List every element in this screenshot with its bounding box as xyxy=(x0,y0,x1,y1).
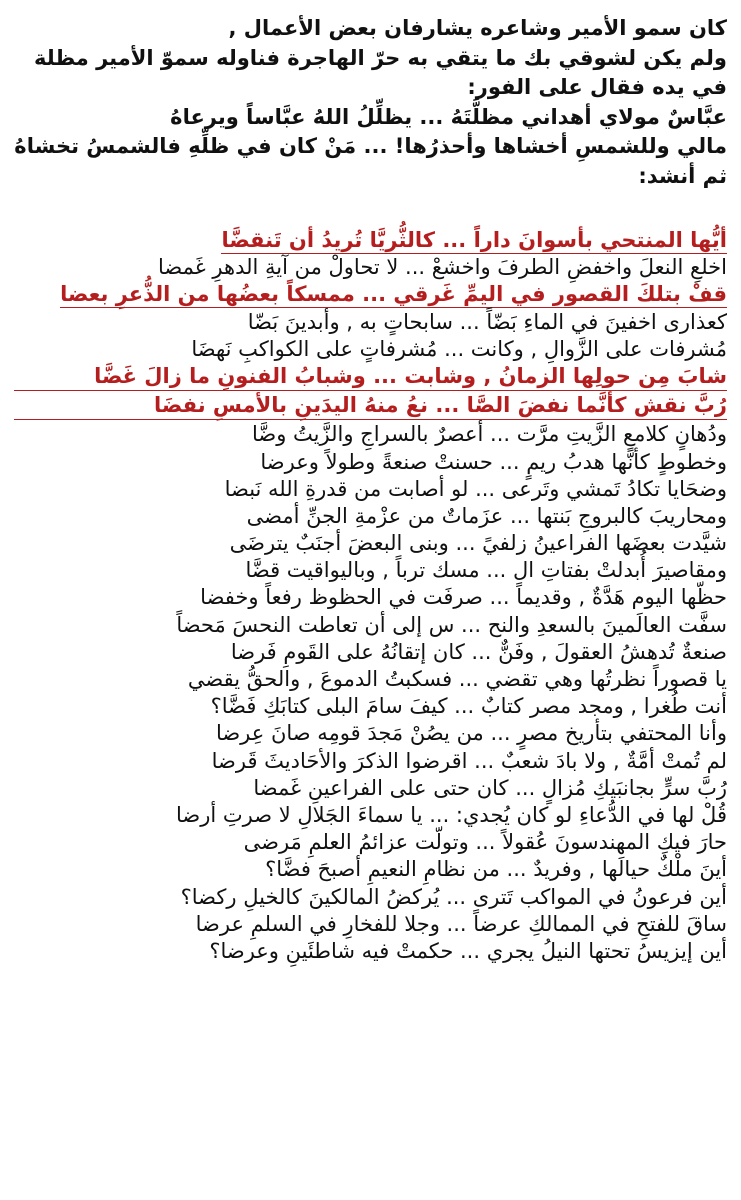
poem-verse: لم تُمتْ أمَّةٌ , ولا بادَ شعبٌ ... اقرضوا الذكرَ والأحَاديثَ قَرضا xyxy=(211,748,727,773)
poem-verse: ومحاريبَ كالبروجِ بَنتها ... عزَماتٌ من عزْمةِ الجنِّ أمضى xyxy=(246,503,727,528)
intro-line: كان سمو الأمير وشاعره يشارفان بعض الأعمال , xyxy=(228,16,727,40)
poem-verse-highlighted xyxy=(14,227,727,254)
poem-verse: وأنا المحتفي بتأريخ مصرٍ ... من يصُنْ مَجدَ قومِه صانَ عِرضا xyxy=(215,721,727,746)
poem-verse: قُلْ لها في الدُّعاءِ لو كان يُجدي: ... يا سماءَ الجَلالِ لا صرتِ أرضا xyxy=(175,802,727,827)
poem-verse: ومقاصيرَ أُبدلتْ بفتاتِ ال ... مسك ترباً , وباليواقيت قضَّا xyxy=(245,558,727,583)
poem-verse-highlighted xyxy=(14,392,727,421)
poem-verse: وضحَايا تكادُ تَمشي وتَرعى ... لو أصابت من قدرةِ الله نَبضا xyxy=(224,476,727,501)
intro-line: ولم يكن لشوقي بك ما يتقي به حرّ الهاجرة فناوله سموّ الأمير مظلة xyxy=(34,45,727,70)
intro-section xyxy=(14,14,727,191)
section-spacer xyxy=(14,191,727,227)
verse-text: رُبَّ نقش كأنَّما نفضَ الصَّا ... نعُ منهُ اليدَينِ بالأمسِ نفضَا xyxy=(14,392,727,420)
verse-text: أيُّها المنتحي بأسوانَ داراً ... كالثُّريَّا تُريدُ أن تَنقضَّا xyxy=(221,228,727,252)
poem-verse: ساقَ للفتحِ في الممالكِ عرضاً ... وجلا للفخارِ في السلمِ عرضا xyxy=(195,911,727,936)
poem-verse: رُبَّ سرٍّ بجانبَيكِ مُزالٍ ... كان حتى على الفراعينِ غَمضا xyxy=(253,775,727,800)
poem-verse: صنعةٌ تُدهشُ العقولَ , وفَنٌّ ... كان إتقانُهُ على القَومِ فَرضا xyxy=(230,639,727,664)
poem-verse: أنت طُغرا , ومجد مصر كتابٌ ... كيفَ سامَ البلى كتابَكِ فَضَّا؟ xyxy=(210,694,727,719)
poem-verse: أين فرعونُ في المواكب تَترى ... يُركضُ المالكينَ كالخيلِ ركضا؟ xyxy=(180,884,727,909)
poem-verse: يا قصوراً نظرتُها وهي تقضي ... فسكبتُ الدموعَ , والحقُّ يقضي xyxy=(187,667,727,691)
verse-text: قفْ بتلكَ القصور في اليمِّ غَرقي ... ممسكاً بعضُها من الذُّعرِ بعضا xyxy=(60,282,727,307)
poem-verse: سفَّت العالَمينَ بالسعدِ والنح ... س إلى أن تعاطت النحسَ مَحضاً xyxy=(176,612,727,637)
poem-verse: اخلعِ النعلَ واخفضِ الطرفَ واخشعْ ... لا تحاولْ من آيةِ الدهرِ غَمضا xyxy=(158,255,727,280)
poem-verse: ودُهانٍ كلامعِ الزَّيتِ مرَّت ... أعصرٌ بالسراجِ والزَّيتُ وضَّا xyxy=(252,422,727,447)
poem-verse: حارَ فيكِ المهندسونَ عُقولاً ... وتولّت عزائمُ العلمِ مَرضى xyxy=(243,830,727,855)
intro-line: في يده فقال على الفور: xyxy=(467,75,727,99)
intro-verse-line: مالي وللشمسِ أخشاها وأحذرُها! ... مَنْ كان في ظلِّهِ فالشمسُ تخشاهُ xyxy=(14,134,727,158)
poem-verse: أينَ ملْكٌ حيالَها , وفريدٌ ... من نظامِ النعيمِ أصبحَ فضَّا؟ xyxy=(265,857,727,882)
intro-line: ثم أنشد: xyxy=(638,163,727,188)
poem-section xyxy=(14,227,727,965)
verse-text: شابَ مِن حولِها الزمانُ , وشابت ... وشبابُ الفنونِ ما زالَ غَضَّا xyxy=(14,363,727,391)
poem-verse-highlighted xyxy=(14,363,727,392)
intro-verse-line: عبَّاسٌ مولاي أهداني مظلَّتَهُ ... يظلِّلُ اللهُ عبَّاساً ويرعاهُ xyxy=(170,104,727,129)
poem-verse: كعذارى اخفينَ في الماءِ بَضّاً ... سابحاتٍ به , وأبدينَ بَضّا xyxy=(247,309,727,334)
poem-verse: وخطوطٍ كأنَّها هدبُ ريمٍ ... حسنتْ صنعةً وطولاً وعرضا xyxy=(260,449,727,474)
poem-verse: أين إيزيسُ تحتها النيلُ يجري ... حكمتْ فيه شاطئَينِ وعرضا؟ xyxy=(209,938,727,963)
poem-verse: حظّها اليوم هَدَّةٌ , وقديماً ... صرفَت في الحظوظ رفعاً وخفضا xyxy=(200,585,727,610)
poem-verse: شيَّدت بعضَها الفراعينُ زلفيً ... وبنى البعضَ أجنَبٌ يترضَى xyxy=(229,531,727,556)
poem-verse-highlighted xyxy=(14,281,727,308)
poem-verse: مُشرفات على الزَّوالِ , وكانت ... مُشرفاتٍ على الكواكبِ نَهضَا xyxy=(191,336,727,361)
